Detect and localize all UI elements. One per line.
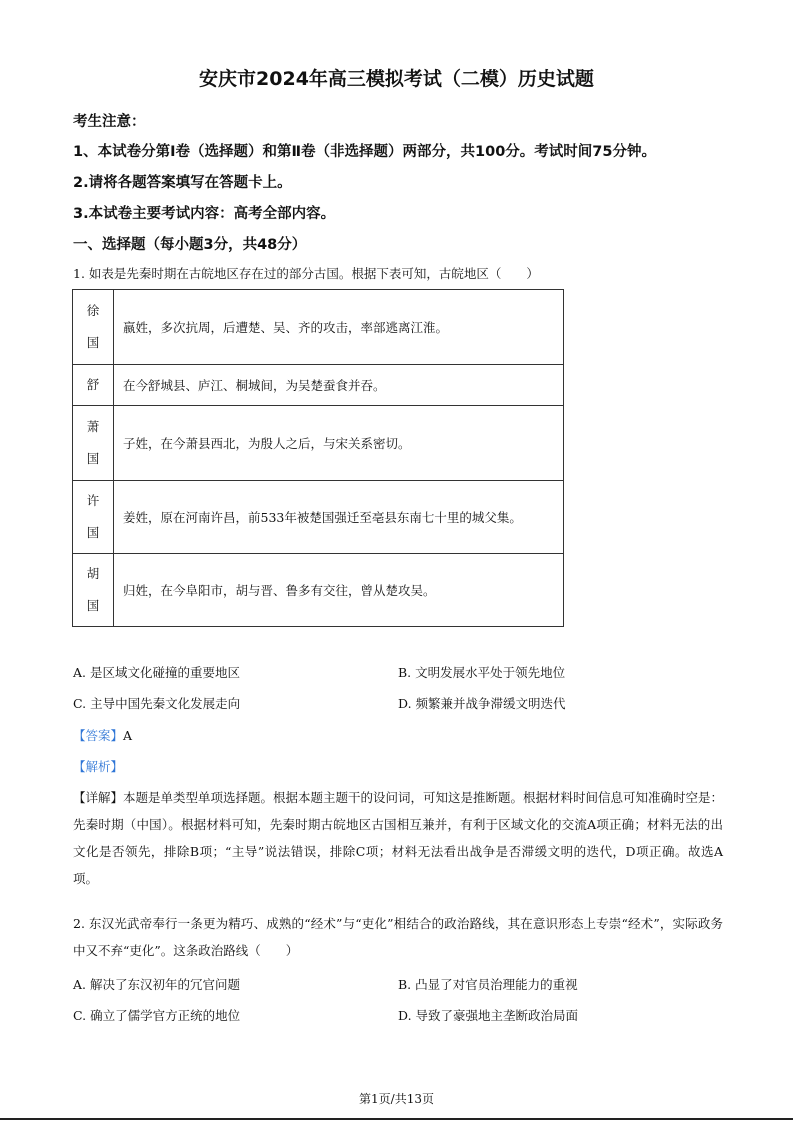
- state-desc: 姜姓，原在河南许昌，前533年被楚国强迁至亳县东南七十里的城父集。: [114, 481, 564, 554]
- table-row: [73, 290, 564, 365]
- q2-option-d: D. 导致了豪强地主垄断政治局面: [398, 1008, 579, 1023]
- q2-option-c: C. 确立了儒学官方正统的地位: [73, 1008, 241, 1023]
- answer-value: A: [123, 728, 133, 743]
- notice-item-2: 2.请将各题答案填写在答题卡上。: [73, 175, 292, 191]
- state-name: 许 国: [73, 481, 114, 554]
- bottom-rule: [0, 1118, 793, 1120]
- page-footer: 第1页/共13页: [359, 1092, 434, 1106]
- state-desc: 在今舒城县、庐江、桐城间，为吴楚蚕食并吞。: [114, 365, 564, 406]
- state-name: 徐 国: [73, 290, 114, 365]
- state-desc: 子姓，在今萧县西北，为殷人之后，与宋关系密切。: [114, 406, 564, 481]
- state-desc: 嬴姓，多次抗周，后遭楚、吴、齐的攻击，率部逃离江淮。: [114, 290, 564, 365]
- notice-heading: 考生注意：: [73, 114, 146, 130]
- q1-option-a: A. 是区域文化碰撞的重要地区: [73, 665, 240, 680]
- state-name: 胡 国: [73, 554, 114, 627]
- q1-option-b: B. 文明发展水平处于领先地位: [398, 665, 566, 680]
- q2-stem: 2. 东汉光武帝奉行一条更为精巧、成熟的“经术”与“吏化”相结合的政治路线，其在意识形态上专崇“经术”，实际政务中又不弃“吏化”。这条政治路线（ ）: [73, 916, 723, 958]
- q1-stem: 1. 如表是先秦时期在古皖地区存在过的部分古国。根据下表可知，古皖地区（ ）: [73, 266, 539, 281]
- page-title: 安庆市2024年高三模拟考试（二模）历史试题: [199, 68, 594, 90]
- table-row: [73, 365, 564, 406]
- analysis-label: 【解析】: [73, 759, 124, 774]
- q1-option-c: C. 主导中国先秦文化发展走向: [73, 696, 241, 711]
- q1-answer: [73, 726, 132, 744]
- state-name: 舒: [73, 365, 114, 406]
- ancient-states-table: [72, 289, 564, 627]
- notice-item-3: 3.本试卷主要考试内容：高考全部内容。: [73, 206, 336, 222]
- q2-option-a: A. 解决了东汉初年的冗官问题: [73, 977, 240, 992]
- q1-option-d: D. 频繁兼并战争滞缓文明迭代: [398, 696, 566, 711]
- table-row: [73, 406, 564, 481]
- answer-label: 【答案】: [73, 728, 124, 743]
- q1-explanation: 【详解】本题是单类型单项选择题。根据本题主题干的设问词，可知这是推断题。根据材料时间信息可知准确时空是：先秦时期（中国）。根据材料可知，先秦时期古皖地区古国相互兼并，有利于区域文化的交流A项正确；材料无法的出文化是否领先，排除B项；“主导”说法错误，排除C项；材料无法看出战争是否滞缓文明的迭代，D项正确。故选A项。: [73, 790, 724, 886]
- state-name: 萧 国: [73, 406, 114, 481]
- table-row: [73, 481, 564, 554]
- q2-option-b: B. 凸显了对官员治理能力的重视: [398, 977, 578, 992]
- state-desc: 归姓，在今阜阳市，胡与晋、鲁多有交往，曾从楚攻吴。: [114, 554, 564, 627]
- section-heading: 一、选择题（每小题3分，共48分）: [73, 237, 307, 253]
- table-row: [73, 554, 564, 627]
- notice-item-1: 1、本试卷分第Ⅰ卷（选择题）和第Ⅱ卷（非选择题）两部分，共100分。考试时间75分钟。: [73, 144, 656, 160]
